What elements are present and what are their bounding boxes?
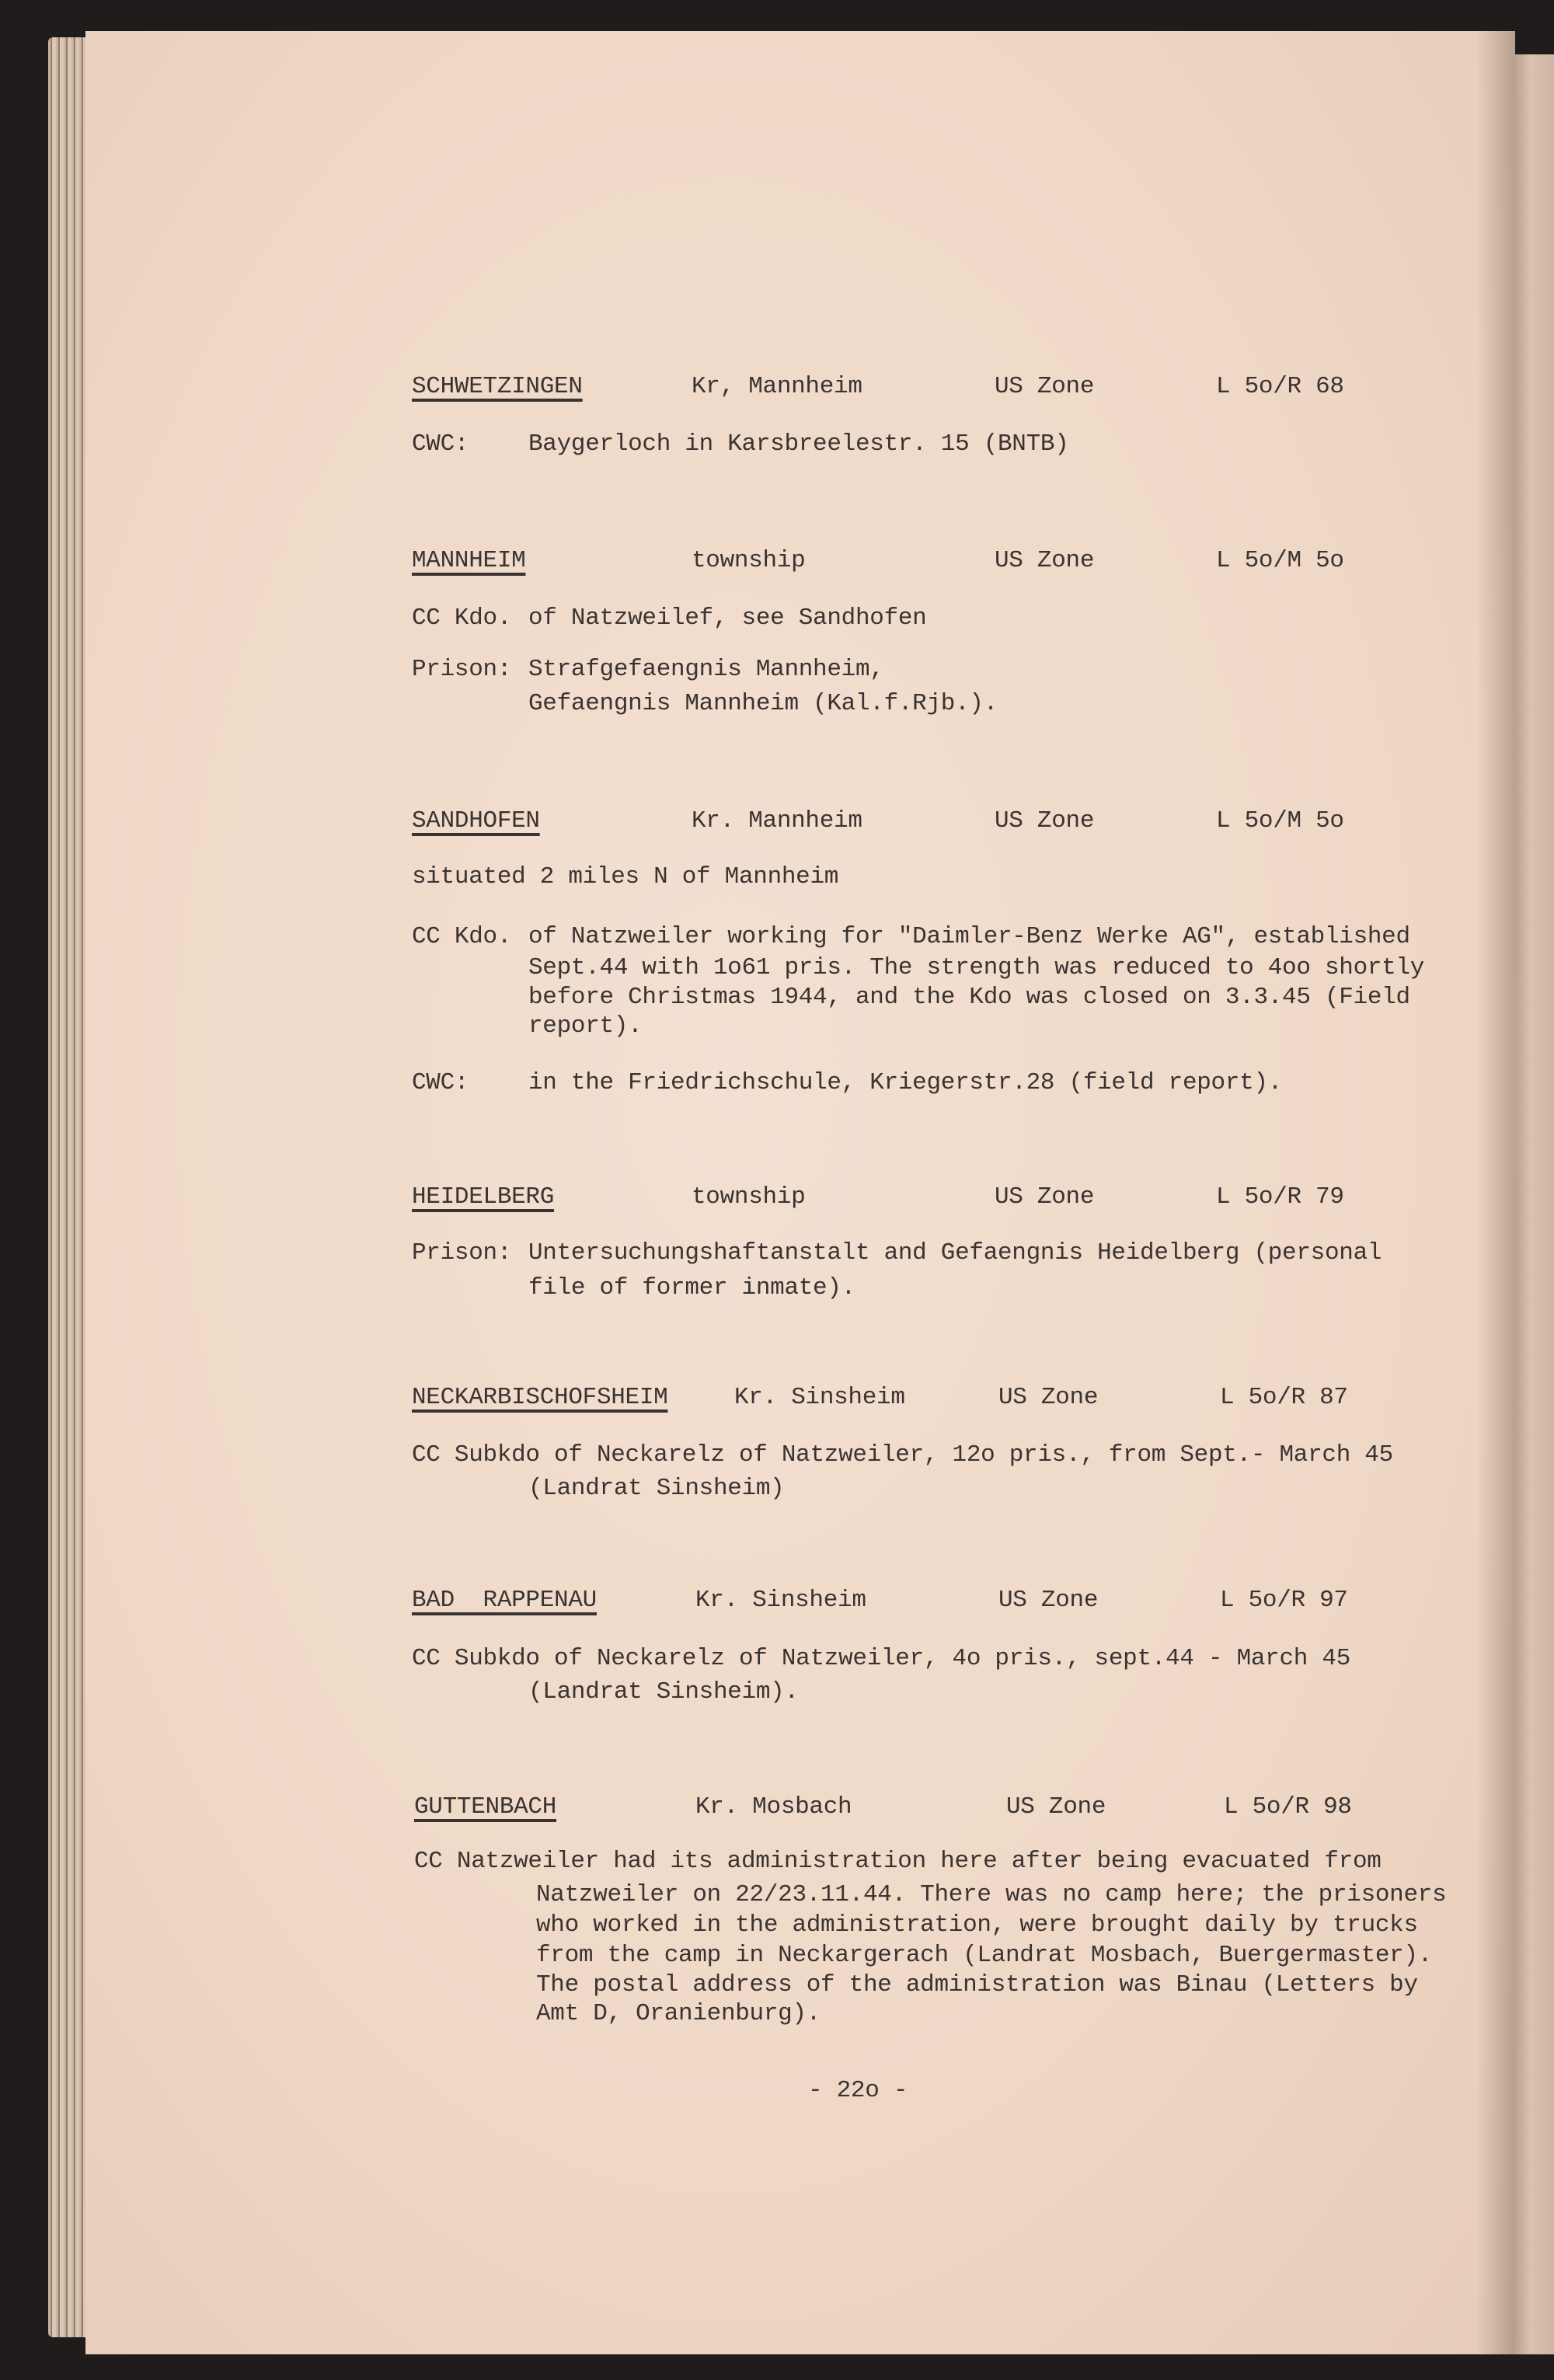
district: township <box>692 547 806 574</box>
paragraph-line: Strafgefaengnis Mannheim, <box>528 656 884 683</box>
paragraph-label: Prison: <box>412 656 512 683</box>
paragraph-line: Amt D, Oranienburg). <box>536 2000 821 2027</box>
district: Kr. Sinsheim <box>695 1587 866 1614</box>
map-reference: L 5o/M 5o <box>1216 807 1344 835</box>
paragraph-line: in the Friedrichschule, Kriegerstr.28 (field report). <box>528 1069 1283 1096</box>
zone: US Zone <box>995 547 1095 574</box>
zone: US Zone <box>998 1384 1099 1411</box>
zone: US Zone <box>998 1587 1099 1614</box>
zone: US Zone <box>995 1183 1095 1211</box>
paragraph-line: Sept.44 with 1o61 pris. The strength was reduced to 4oo shortly <box>528 954 1425 981</box>
paragraph-line: before Christmas 1944, and the Kdo was closed on 3.3.45 (Field <box>528 984 1410 1011</box>
paragraph-line: file of former inmate). <box>528 1274 855 1302</box>
map-reference: L 5o/R 87 <box>1220 1384 1348 1411</box>
page-number: - 22o - <box>808 2077 908 2104</box>
paragraph-line: Baygerloch in Karsbreelestr. 15 (BNTB) <box>528 430 1069 458</box>
paragraph-line: (Landrat Sinsheim) <box>528 1475 785 1502</box>
facing-page-edge <box>1515 54 1554 2354</box>
district: Kr, Mannheim <box>692 373 862 400</box>
paragraph-line: of Natzweiler working for "Daimler-Benz Werke AG", established <box>528 923 1410 950</box>
place-name: SCHWETZINGEN <box>412 373 583 400</box>
map-reference: L 5o/R 68 <box>1216 373 1344 400</box>
paragraph-line: (Landrat Sinsheim). <box>528 1678 799 1706</box>
map-reference: L 5o/M 5o <box>1216 547 1344 574</box>
place-name: BAD RAPPENAU <box>412 1587 597 1614</box>
paragraph-line: Natzweiler on 22/23.11.44. There was no camp here; the prisoners <box>536 1881 1447 1908</box>
paragraph-label: CWC: <box>412 430 469 458</box>
map-reference: L 5o/R 98 <box>1224 1793 1352 1821</box>
zone: US Zone <box>995 807 1095 835</box>
zone: US Zone <box>1006 1793 1106 1821</box>
paragraph-label: CWC: <box>412 1069 469 1096</box>
paragraph-line: report). <box>528 1012 643 1040</box>
paragraph-line: of Natzweilef, see Sandhofen <box>528 605 927 632</box>
district: Kr. Mosbach <box>695 1793 852 1821</box>
place-name: NECKARBISCHOFSHEIM <box>412 1384 668 1411</box>
district: township <box>692 1183 806 1211</box>
district: Kr. Mannheim <box>692 807 862 835</box>
zone: US Zone <box>995 373 1095 400</box>
book-gutter <box>1476 31 1515 2354</box>
paragraph-label: CC Kdo. <box>412 923 512 950</box>
place-name: HEIDELBERG <box>412 1183 555 1211</box>
place-name: GUTTENBACH <box>414 1793 557 1821</box>
paragraph-label: CC Kdo. <box>412 605 512 632</box>
place-name: SANDHOFEN <box>412 807 540 835</box>
paragraph-line: who worked in the administration, were brought daily by trucks <box>536 1911 1418 1939</box>
paragraph-line: CC Subkdo of Neckarelz of Natzweiler, 4o pris., sept.44 - March 45 <box>412 1645 1351 1672</box>
paragraph-line: Untersuchungshaftanstalt and Gefaengnis Heidelberg (personal <box>528 1239 1382 1267</box>
paragraph-line: CC Subkdo of Neckarelz of Natzweiler, 12o pris., from Sept.- March 45 <box>412 1441 1393 1469</box>
paragraph-line: from the camp in Neckargerach (Landrat Mosbach, Buergermaster). <box>536 1942 1433 1969</box>
map-reference: L 5o/R 97 <box>1220 1587 1348 1614</box>
place-name: MANNHEIM <box>412 547 526 574</box>
paragraph-line: situated 2 miles N of Mannheim <box>412 863 839 890</box>
paragraph-line: Gefaengnis Mannheim (Kal.f.Rjb.). <box>528 690 998 717</box>
paragraph-line: CC Natzweiler had its administration here after being evacuated from <box>414 1848 1382 1875</box>
paragraph-line: The postal address of the administration was Binau (Letters by <box>536 1971 1418 1998</box>
map-reference: L 5o/R 79 <box>1216 1183 1344 1211</box>
district: Kr. Sinsheim <box>734 1384 905 1411</box>
paragraph-label: Prison: <box>412 1239 512 1267</box>
